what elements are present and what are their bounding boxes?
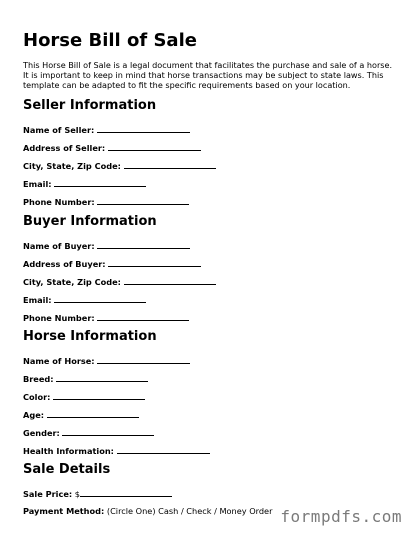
sale-heading: Sale Details — [23, 462, 111, 477]
seller-address-label: Address of Seller: — [23, 143, 106, 153]
seller-phone-row — [23, 196, 189, 207]
horse-gender-label: Gender: — [23, 428, 60, 438]
buyer-address-field[interactable] — [108, 258, 201, 267]
seller-phone-label: Phone Number: — [23, 197, 95, 207]
intro-paragraph: This Horse Bill of Sale is a legal document that facilitates the purchase and sale of a horse. It is important to keep in mind that horse transactions may be subject to state laws. This template can be adapted to fit the specific requirements based on your location. — [23, 60, 393, 90]
seller-email-field[interactable] — [54, 178, 146, 187]
horse-name-field[interactable] — [97, 355, 190, 364]
payment-method-label: Payment Method: — [23, 506, 105, 516]
horse-name-label: Name of Horse: — [23, 356, 95, 366]
buyer-city-field[interactable] — [124, 276, 216, 285]
seller-city-label: City, State, Zip Code: — [23, 161, 121, 171]
seller-address-row — [23, 142, 201, 153]
buyer-phone-label: Phone Number: — [23, 313, 95, 323]
buyer-name-field[interactable] — [97, 240, 190, 249]
horse-gender-field[interactable] — [62, 427, 154, 436]
horse-color-field[interactable] — [53, 391, 145, 400]
horse-age-label: Age: — [23, 410, 45, 420]
buyer-phone-field[interactable] — [97, 312, 189, 321]
sale-price-prefix: $ — [74, 489, 80, 499]
sale-price-field[interactable] — [80, 488, 172, 497]
buyer-phone-row — [23, 312, 189, 323]
seller-heading: Seller Information — [23, 98, 157, 113]
seller-city-row — [23, 160, 216, 171]
buyer-heading: Buyer Information — [23, 214, 157, 229]
buyer-name-label: Name of Buyer: — [23, 241, 95, 251]
buyer-address-label: Address of Buyer: — [23, 259, 106, 269]
payment-method-options[interactable]: (Circle One) Cash / Check / Money Order — [106, 506, 273, 516]
horse-health-field[interactable] — [117, 445, 210, 454]
horse-color-row — [23, 391, 145, 402]
horse-heading: Horse Information — [23, 329, 157, 344]
horse-name-row — [23, 355, 190, 366]
buyer-address-row — [23, 258, 201, 269]
seller-address-field[interactable] — [108, 142, 201, 151]
buyer-email-field[interactable] — [54, 294, 146, 303]
seller-name-label: Name of Seller: — [23, 125, 95, 135]
payment-method-row — [23, 506, 272, 516]
buyer-name-row — [23, 240, 190, 251]
sale-price-row — [23, 488, 172, 499]
seller-city-field[interactable] — [124, 160, 216, 169]
seller-name-field[interactable] — [97, 124, 190, 133]
horse-health-label: Health Information: — [23, 446, 114, 456]
seller-name-row — [23, 124, 190, 135]
watermark: formpdfs.com — [280, 507, 402, 526]
buyer-city-label: City, State, Zip Code: — [23, 277, 121, 287]
seller-email-label: Email: — [23, 179, 52, 189]
sale-price-label: Sale Price: — [23, 489, 73, 499]
horse-breed-field[interactable] — [56, 373, 148, 382]
horse-age-row — [23, 409, 139, 420]
horse-gender-row — [23, 427, 154, 438]
seller-email-row — [23, 178, 146, 189]
horse-age-field[interactable] — [47, 409, 139, 418]
seller-phone-field[interactable] — [97, 196, 189, 205]
horse-color-label: Color: — [23, 392, 51, 402]
buyer-city-row — [23, 276, 216, 287]
buyer-email-label: Email: — [23, 295, 52, 305]
horse-breed-row — [23, 373, 148, 384]
page-title: Horse Bill of Sale — [23, 30, 197, 51]
buyer-email-row — [23, 294, 146, 305]
horse-breed-label: Breed: — [23, 374, 54, 384]
horse-health-row — [23, 445, 210, 456]
